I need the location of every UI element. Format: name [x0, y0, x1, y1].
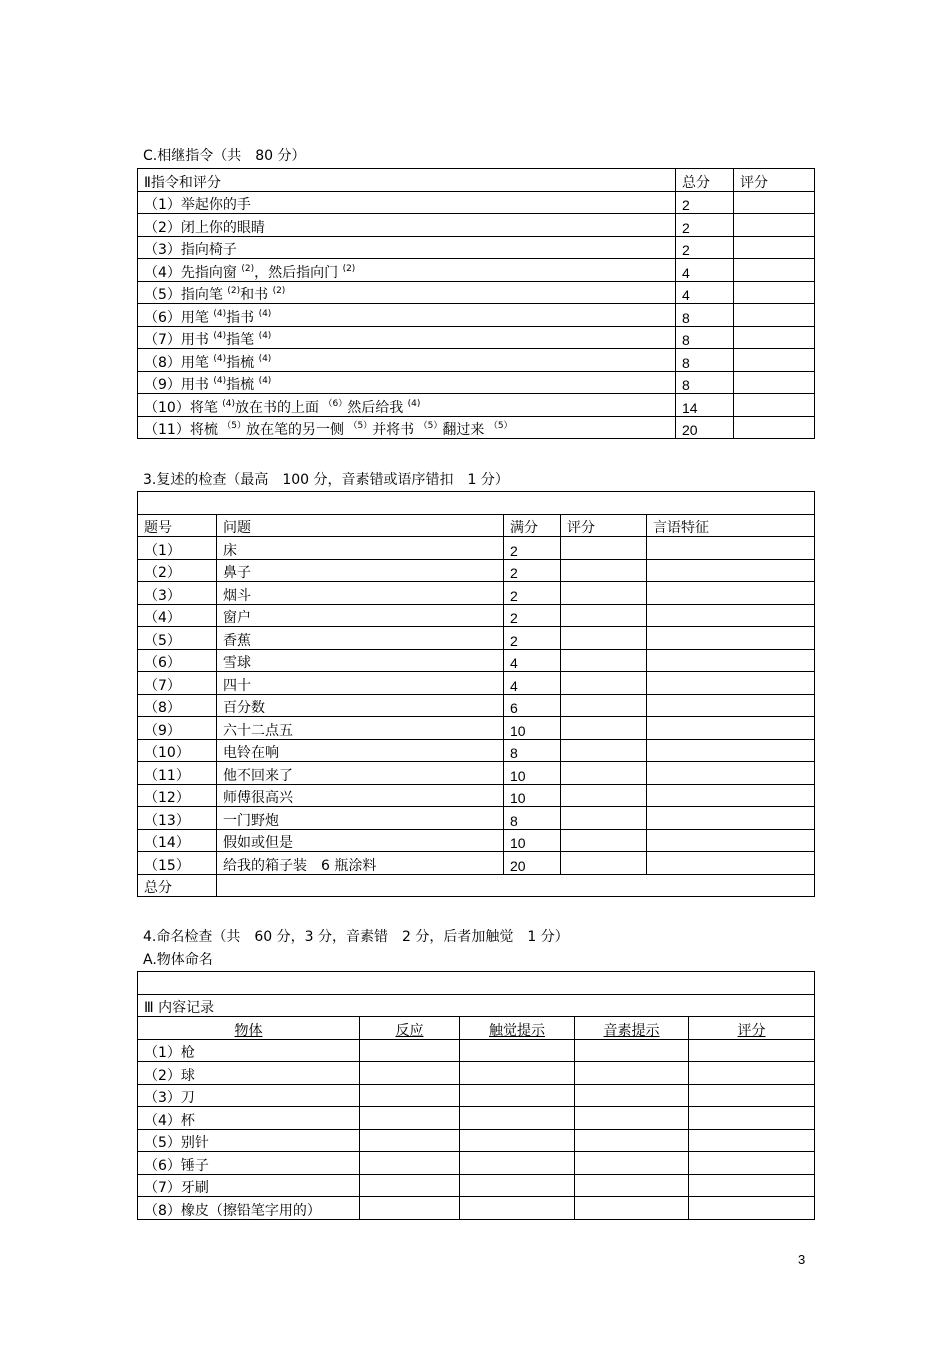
instruction-cell: （9）用书 $^{(4)}$指梳 $^{(4)}$	[138, 371, 676, 394]
score-cell	[561, 717, 647, 740]
instruction-cell: （5）指向笔 $^{(2)}$和书 $^{(2)}$	[138, 281, 676, 304]
object-cell: （3）刀	[138, 1084, 360, 1107]
instruction-cell: （3）指向椅子	[138, 236, 676, 259]
score-cell	[689, 1129, 815, 1152]
header-question: 问题	[217, 514, 504, 537]
no-cell: （3）	[138, 582, 217, 605]
section-4-title: 4.命名检查（共 60 分，3 分，音素错 2 分，后者加触觉 1 分）	[143, 929, 569, 945]
phoneme-cell	[575, 1107, 689, 1130]
tactile-cell	[460, 1062, 575, 1085]
no-cell: （7）	[138, 672, 217, 695]
tactile-cell	[460, 1039, 575, 1062]
tactile-cell	[460, 1197, 575, 1220]
total-cell: 14	[676, 394, 734, 417]
table-row	[138, 762, 815, 785]
score-cell	[734, 349, 815, 372]
total-cell: 2	[676, 236, 734, 259]
object-cell: （8）橡皮（擦铅笔字用的）	[138, 1197, 360, 1220]
response-cell	[360, 1152, 460, 1175]
feature-cell	[647, 829, 815, 852]
no-cell: （6）	[138, 649, 217, 672]
score-cell	[734, 259, 815, 282]
instruction-cell: （4）先指向窗 $^{(2)}$，然后指向门 $^{(2)}$	[138, 259, 676, 282]
question-cell: 百分数	[217, 694, 504, 717]
table-row	[138, 739, 815, 762]
header-phoneme: 音素提示	[603, 1022, 660, 1039]
tactile-cell	[460, 1129, 575, 1152]
feature-cell	[647, 784, 815, 807]
header-feature: 言语特征	[647, 514, 815, 537]
table-row	[138, 582, 815, 605]
header-total: 总分	[676, 169, 734, 192]
full-cell: 2	[504, 537, 561, 560]
table-row	[138, 1174, 815, 1197]
header-object: 物体	[234, 1022, 263, 1039]
total-cell: 8	[676, 326, 734, 349]
phoneme-cell	[575, 1084, 689, 1107]
total-row	[138, 874, 815, 897]
tactile-cell	[460, 1107, 575, 1130]
header-score: 评分	[734, 169, 815, 192]
table-row	[138, 717, 815, 740]
phoneme-cell	[575, 1197, 689, 1220]
instruction-cell: （8）用笔 $^{(4)}$指梳 $^{(4)}$	[138, 349, 676, 372]
full-cell: 2	[504, 604, 561, 627]
score-cell	[561, 604, 647, 627]
total-cell: 2	[676, 191, 734, 214]
full-cell: 8	[504, 739, 561, 762]
no-cell: （4）	[138, 604, 217, 627]
score-cell	[561, 852, 647, 875]
score-cell	[561, 649, 647, 672]
question-cell: 雪球	[217, 649, 504, 672]
no-cell: （2）	[138, 559, 217, 582]
table-row	[138, 852, 815, 875]
score-cell	[561, 739, 647, 762]
feature-cell	[647, 807, 815, 830]
table-header-row	[138, 169, 815, 192]
header-response: 反应	[395, 1022, 424, 1039]
question-cell: 鼻子	[217, 559, 504, 582]
score-cell	[689, 1174, 815, 1197]
table-row	[138, 1197, 815, 1220]
score-cell	[561, 784, 647, 807]
table-row	[138, 191, 815, 214]
no-cell: （13）	[138, 807, 217, 830]
table-row	[138, 672, 815, 695]
phoneme-cell	[575, 1062, 689, 1085]
response-cell	[360, 1129, 460, 1152]
no-cell: （10）	[138, 739, 217, 762]
header-full: 满分	[504, 514, 561, 537]
instruction-cell: （6）用笔 $^{(4)}$指书 $^{(4)}$	[138, 304, 676, 327]
total-cell: 8	[676, 371, 734, 394]
section-4-table	[137, 971, 815, 1220]
feature-cell	[647, 582, 815, 605]
full-cell: 2	[504, 559, 561, 582]
response-cell	[360, 1039, 460, 1062]
no-cell: （11）	[138, 762, 217, 785]
score-cell	[561, 537, 647, 560]
object-cell: （1）枪	[138, 1039, 360, 1062]
response-cell	[360, 1174, 460, 1197]
table-row	[138, 604, 815, 627]
score-cell	[561, 762, 647, 785]
table-row	[138, 236, 815, 259]
table-header-row	[138, 1017, 815, 1040]
instruction-cell: （10）将笔 $^{(4)}$放在书的上面 $^{(6)}$然后给我 $^{(4)}$	[138, 394, 676, 417]
question-cell: 窗户	[217, 604, 504, 627]
score-cell	[561, 672, 647, 695]
full-cell: 10	[504, 829, 561, 852]
score-cell	[734, 214, 815, 237]
question-cell: 香蕉	[217, 627, 504, 650]
object-cell: （4）杯	[138, 1107, 360, 1130]
full-cell: 10	[504, 717, 561, 740]
header-tactile: 触觉提示	[489, 1022, 545, 1039]
score-cell	[689, 1039, 815, 1062]
header-item: Ⅱ指令和评分	[138, 169, 676, 192]
total-cell: 2	[676, 214, 734, 237]
question-cell: 师傅很高兴	[217, 784, 504, 807]
table-row	[138, 349, 815, 372]
header-no: 题号	[138, 514, 217, 537]
section-c-title: C.相继指令（共 80 分）	[143, 148, 306, 164]
question-cell: 给我的箱子装 6 瓶涂料	[217, 852, 504, 875]
table-row	[138, 649, 815, 672]
table-row	[138, 326, 815, 349]
table-header-row	[138, 514, 815, 537]
table-row	[138, 281, 815, 304]
table-row	[138, 304, 815, 327]
object-cell: （5）别针	[138, 1129, 360, 1152]
score-cell	[734, 304, 815, 327]
score-cell	[734, 416, 815, 439]
full-cell: 4	[504, 649, 561, 672]
total-cell: 8	[676, 349, 734, 372]
feature-cell	[647, 604, 815, 627]
score-cell	[689, 1197, 815, 1220]
feature-cell	[647, 739, 815, 762]
total-value-cell	[217, 874, 815, 897]
feature-cell	[647, 537, 815, 560]
full-cell: 6	[504, 694, 561, 717]
table-row	[138, 394, 815, 417]
full-cell: 2	[504, 627, 561, 650]
response-cell	[360, 1062, 460, 1085]
table-row	[138, 1129, 815, 1152]
no-cell: （14）	[138, 829, 217, 852]
table-row	[138, 694, 815, 717]
score-cell	[734, 191, 815, 214]
phoneme-cell	[575, 1152, 689, 1175]
total-cell: 4	[676, 259, 734, 282]
header-score: 评分	[561, 514, 647, 537]
feature-cell	[647, 649, 815, 672]
response-cell	[360, 1084, 460, 1107]
full-cell: 4	[504, 672, 561, 695]
total-cell: 20	[676, 416, 734, 439]
table-row	[138, 1107, 815, 1130]
no-cell: （15）	[138, 852, 217, 875]
feature-cell	[647, 762, 815, 785]
table-blank-row	[138, 972, 815, 995]
feature-cell	[647, 672, 815, 695]
full-cell: 8	[504, 807, 561, 830]
score-cell	[734, 281, 815, 304]
table-row	[138, 416, 815, 439]
question-cell: 烟斗	[217, 582, 504, 605]
tactile-cell	[460, 1174, 575, 1197]
score-cell	[734, 394, 815, 417]
page-number: 3	[798, 1252, 806, 1267]
score-cell	[561, 582, 647, 605]
phoneme-cell	[575, 1174, 689, 1197]
score-cell	[689, 1152, 815, 1175]
section-3-title: 3.复述的检查（最高 100 分，音素错或语序错扣 1 分）	[143, 472, 509, 488]
instruction-cell: （1）举起你的手	[138, 191, 676, 214]
question-cell: 他不回来了	[217, 762, 504, 785]
no-cell: （1）	[138, 537, 217, 560]
total-cell: 4	[676, 281, 734, 304]
table-row	[138, 259, 815, 282]
tactile-cell	[460, 1152, 575, 1175]
full-cell: 10	[504, 784, 561, 807]
table-row	[138, 1062, 815, 1085]
record-label: Ⅲ 内容记录	[138, 994, 815, 1017]
feature-cell	[647, 627, 815, 650]
record-label-row	[138, 994, 815, 1017]
score-cell	[689, 1107, 815, 1130]
full-cell: 10	[504, 762, 561, 785]
section-4-subtitle: A.物体命名	[143, 952, 213, 968]
full-cell: 2	[504, 582, 561, 605]
response-cell	[360, 1197, 460, 1220]
total-cell: 8	[676, 304, 734, 327]
instruction-cell: （11）将梳 $^{(5)}$放在笔的另一侧 $^{(5)}$并将书 $^{(5)}$翻过来 $^{(5)}$	[138, 416, 676, 439]
score-cell	[734, 326, 815, 349]
object-cell: （7）牙刷	[138, 1174, 360, 1197]
response-cell	[360, 1107, 460, 1130]
score-cell	[734, 236, 815, 259]
no-cell: （12）	[138, 784, 217, 807]
no-cell: （9）	[138, 717, 217, 740]
score-cell	[561, 807, 647, 830]
no-cell: （5）	[138, 627, 217, 650]
phoneme-cell	[575, 1129, 689, 1152]
score-cell	[561, 627, 647, 650]
table-blank-row	[138, 492, 815, 515]
question-cell: 一门野炮	[217, 807, 504, 830]
table-row	[138, 1152, 815, 1175]
tactile-cell	[460, 1084, 575, 1107]
section-c-table	[137, 168, 815, 439]
instruction-cell: （7）用书 $^{(4)}$指笔 $^{(4)}$	[138, 326, 676, 349]
question-cell: 电铃在响	[217, 739, 504, 762]
table-row	[138, 784, 815, 807]
table-row	[138, 627, 815, 650]
header-score: 评分	[737, 1022, 766, 1039]
table-row	[138, 214, 815, 237]
feature-cell	[647, 694, 815, 717]
object-cell: （6）锤子	[138, 1152, 360, 1175]
score-cell	[689, 1084, 815, 1107]
feature-cell	[647, 852, 815, 875]
instruction-cell: （2）闭上你的眼睛	[138, 214, 676, 237]
question-cell: 六十二点五	[217, 717, 504, 740]
table-row	[138, 537, 815, 560]
feature-cell	[647, 559, 815, 582]
table-row	[138, 807, 815, 830]
table-row	[138, 559, 815, 582]
table-row	[138, 829, 815, 852]
phoneme-cell	[575, 1039, 689, 1062]
score-cell	[561, 829, 647, 852]
section-3-table	[137, 491, 815, 897]
full-cell: 20	[504, 852, 561, 875]
total-label: 总分	[138, 874, 217, 897]
object-cell: （2）球	[138, 1062, 360, 1085]
score-cell	[734, 371, 815, 394]
table-row	[138, 1084, 815, 1107]
question-cell: 四十	[217, 672, 504, 695]
score-cell	[689, 1062, 815, 1085]
feature-cell	[647, 717, 815, 740]
no-cell: （8）	[138, 694, 217, 717]
question-cell: 床	[217, 537, 504, 560]
score-cell	[561, 559, 647, 582]
score-cell	[561, 694, 647, 717]
table-row	[138, 371, 815, 394]
question-cell: 假如或但是	[217, 829, 504, 852]
table-row	[138, 1039, 815, 1062]
